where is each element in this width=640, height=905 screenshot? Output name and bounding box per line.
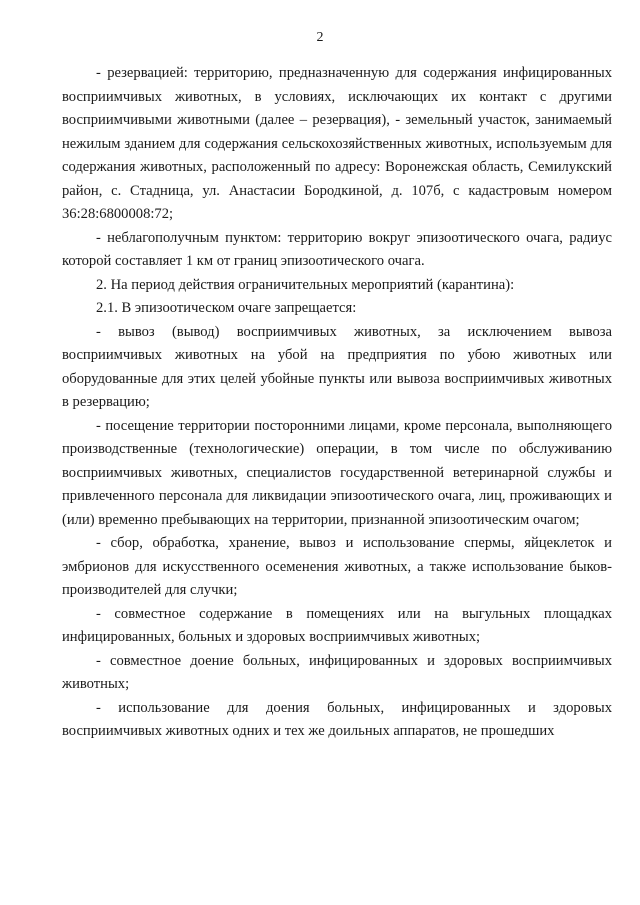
- paragraph-ban-animal-removal: - вывоз (вывод) восприимчивых животных, за исключением вывоза восприимчивых животных на убой на предприятия по убою животных или оборудованные для этих целей убойные пункты или вывоза восприимчивых животных в резервацию;: [62, 323, 612, 410]
- paragraph-section-2-1-heading: 2.1. В эпизоотическом очаге запрещается:: [96, 300, 357, 316]
- paragraph-ban-joint-keeping: - совместное содержание в помещениях или на выгульных площадках инфицированных, больных и здоровых восприимчивых животных;: [62, 605, 612, 645]
- document-body: [62, 62, 612, 744]
- page-number: 2: [316, 30, 324, 45]
- paragraph-ban-semen-embryos: - сбор, обработка, хранение, вывоз и использование спермы, яйцеклеток и эмбрионов для искусственного осеменения животных, а также использование быков-производителей для случки;: [62, 535, 612, 598]
- paragraph-ban-joint-milking: - совместное доение больных, инфицированных и здоровых восприимчивых животных;: [62, 652, 612, 692]
- paragraph-reservation-definition: - резервацией: территорию, предназначенную для содержания инфицированных восприимчивых животных, в условиях, исключающих их контакт с другими восприимчивыми животными (далее – резервация), - земельный участок, занимаемый нежилым зданием для содержания сельскохозяйственных животных, используемым для содержания животных, расположенный по адресу: Воронежская область, Семилукский район, с. Стадница, ул. Анастасии Бородкиной, д. 107б, с кадастровым номером 36:28:6800008:72;: [62, 65, 612, 222]
- paragraph-ban-visitors: - посещение территории посторонними лицами, кроме персонала, выполняющего производственные (технологические) операции, в том числе по обслуживанию восприимчивых животных, специалистов государственной ветеринарной службы и привлеченного персонала для ликвидации эпизоотического очага, лиц, проживающих и (или) временно пребывающих на территории, признанной эпизоотическим очагом;: [62, 417, 612, 528]
- paragraph-unfavorable-point-definition: - неблагополучным пунктом: территорию вокруг эпизоотического очага, радиус которой составляет 1 км от границ эпизоотического очага.: [62, 229, 612, 269]
- paragraph-ban-shared-milking-machines: - использование для доения больных, инфицированных и здоровых восприимчивых животных одних и тех же доильных аппаратов, не прошедших: [62, 699, 612, 739]
- paragraph-quarantine-period: 2. На период действия ограничительных мероприятий (карантина):: [96, 276, 515, 293]
